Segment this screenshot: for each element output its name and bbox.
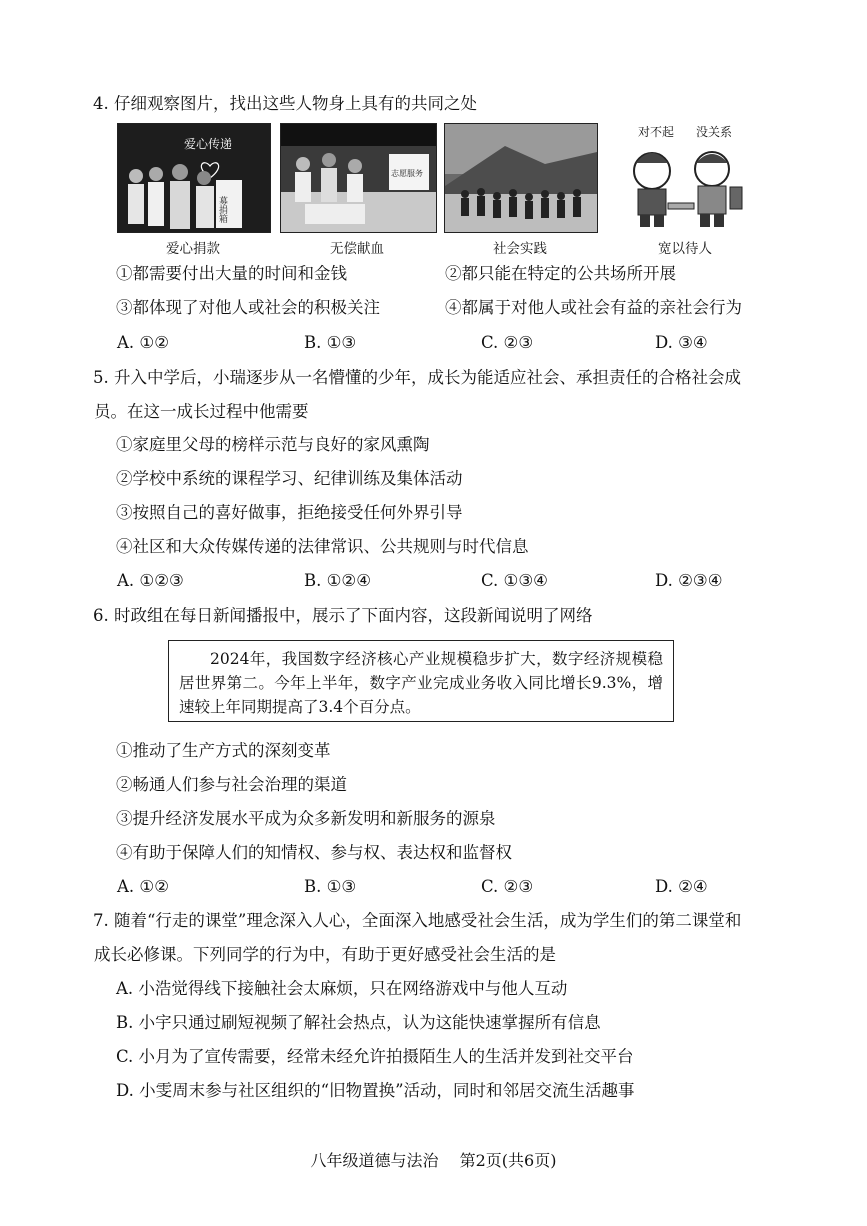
q7-stem-line1: 7. 随着“行走的课堂”理念深入人心，全面深入地感受社会生活，成为学生们的第二课堂和: [93, 911, 742, 930]
q6-item-4: ④有助于保障人们的知情权、参与权、表达权和监督权: [116, 843, 512, 862]
q4-item-3: ③都体现了对他人或社会的积极关注: [116, 298, 380, 317]
q7-option-a: A. 小浩觉得线下接触社会太麻烦，只在网络游戏中与他人互动: [116, 979, 568, 998]
footer-subject: 八年级道德与法治: [310, 1151, 439, 1170]
caption-blood: 无偿献血: [330, 241, 384, 257]
caption-practice: 社会实践: [493, 241, 547, 257]
page-footer: [0, 1148, 867, 1171]
q6-item-2: ②畅通人们参与社会治理的渠道: [116, 775, 347, 794]
q5-stem-line2: 员。在这一成长过程中他需要: [94, 402, 309, 421]
footer-page-number: 第2页(共6页): [459, 1151, 557, 1170]
news-text: 2024年，我国数字经济核心产业规模稳步扩大，数字经济规模稳居世界第二。今年上半年，数字产业完成业务收入同比增长9.3%，增速较上年同期提高了3.4个百分点。: [179, 650, 663, 716]
q5-choice-a: A. ①②③: [117, 571, 184, 590]
q5-choice-d: D. ②③④: [655, 571, 723, 590]
bubble-right-text: 没关系: [696, 125, 733, 139]
photo-sign-text: 爱心传递: [184, 137, 233, 151]
q4-stem: 4. 仔细观察图片，找出这些人物身上具有的共同之处: [93, 94, 477, 113]
q5-choice-b: B. ①②④: [304, 571, 371, 590]
q6-choice-c: C. ②③: [481, 877, 534, 896]
q6-choice-b: B. ①③: [304, 877, 357, 896]
q5-item-3: ③按照自己的喜好做事，拒绝接受任何外界引导: [116, 503, 463, 522]
q4-choice-d: D. ③④: [655, 333, 708, 352]
blood-donation-photo: [280, 123, 437, 233]
q6-choice-d: D. ②④: [655, 877, 708, 896]
q7-option-c: C. 小月为了宣传需要，经常未经允许拍摄陌生人的生活并发到社交平台: [116, 1047, 634, 1066]
q5-item-2: ②学校中系统的课程学习、纪律训练及集体活动: [116, 469, 463, 488]
q5-choice-c: C. ①③④: [481, 571, 548, 590]
q5-item-1: ①家庭里父母的榜样示范与良好的家风熏陶: [116, 435, 430, 454]
photo-box-text: 募捐箱: [217, 196, 227, 223]
q6-choice-a: A. ①②: [117, 877, 169, 896]
q6-item-1: ①推动了生产方式的深刻变革: [116, 741, 331, 760]
photo-sign-text: 志愿服务: [391, 169, 423, 178]
q5-stem-line1: 5. 升入中学后，小瑞逐步从一名懵懂的少年，成长为能适应社会、承担责任的合格社会成: [93, 368, 741, 387]
q4-choice-a: A. ①②: [117, 333, 169, 352]
caption-tolerance: 宽以待人: [658, 241, 712, 257]
news-box: [168, 640, 674, 722]
q4-choice-b: B. ①③: [304, 333, 357, 352]
caption-donation: 爱心捐款: [166, 241, 220, 257]
donation-photo: [117, 123, 271, 233]
q7-option-d: D. 小雯周末参与社区组织的“旧物置换”活动，同时和邻居交流生活趣事: [116, 1081, 635, 1100]
q7-option-b: B. 小宇只通过刷短视频了解社会热点，认为这能快速掌握所有信息: [116, 1013, 601, 1032]
q4-item-1: ①都需要付出大量的时间和金钱: [116, 264, 347, 283]
q7-stem-line2: 成长必修课。下列同学的行为中，有助于更好感受社会生活的是: [94, 945, 556, 964]
q6-stem: 6. 时政组在每日新闻播报中，展示了下面内容，这段新闻说明了网络: [93, 606, 593, 625]
q4-item-4: ④都属于对他人或社会有益的亲社会行为: [445, 298, 742, 317]
q4-choice-c: C. ②③: [481, 333, 534, 352]
q4-item-2: ②都只能在特定的公共场所开展: [445, 264, 676, 283]
social-practice-photo: [444, 123, 598, 233]
q5-item-4: ④社区和大众传媒传递的法律常识、公共规则与时代信息: [116, 537, 529, 556]
bubble-left-text: 对不起: [638, 125, 675, 139]
tolerance-cartoon: [610, 123, 758, 231]
q6-item-3: ③提升经济发展水平成为众多新发明和新服务的源泉: [116, 809, 496, 828]
